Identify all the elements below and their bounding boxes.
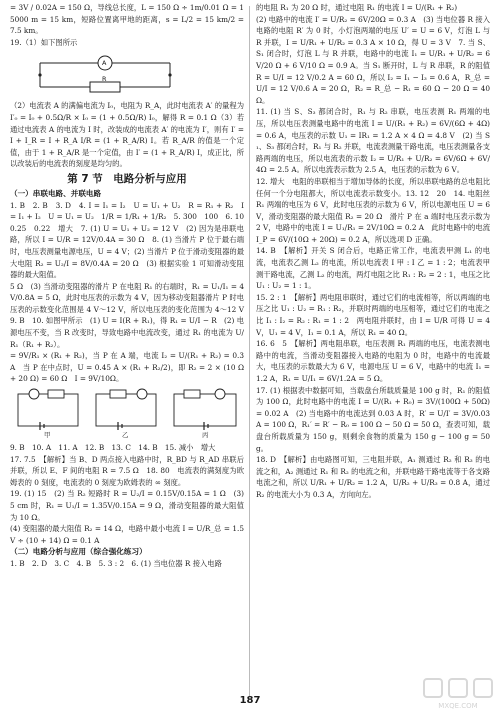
- answer-18-continued: = 3V / 0.02A = 150 Ω，导线总长度，L = 150 Ω ÷ 1m/0.01 Ω = 15000 m = 15 km，短路位置离甲地的距离，s = L/2 = 15 km/2 = 7.5 km。: [10, 3, 244, 36]
- left-column: [10, 2, 252, 570]
- answers-10-continued: = 9V/R₁ × (R₁ + R₂)，当 P 在 A 端，电流 I₂ = U/(R₁ + R₂) = 0.3 A 当 P 在中点时，U = 0.45 A × (R₁ + R₂/2)，即 R₂ = 2 × (10 Ω + 20 Ω) = 60 Ω I = 9V/10Ω。: [10, 351, 244, 384]
- answer-19-heading: 19.（1）如下图所示: [10, 37, 78, 47]
- resistor-label: R: [102, 75, 107, 84]
- answer-18: 18. D 【解析】由电路图可知，三电阻并联，A₁ 测通过 R₂ 和 R₃ 的电流之和，A₂ 测通过 R₁ 和 R₂ 的电流之和，并联电路干路电流等于各支路电流之和，所以 U/R₁ + U/R₂ = 1.2 A，U/R₂ + U/R₃ = 0.8 A，通过 R₂ 的电流大小为 0.3 A，方向向左。: [256, 455, 490, 499]
- circuit-diagrams: [10, 388, 244, 440]
- circuit-label-b: 乙: [122, 431, 129, 440]
- answers-8-10: 5 Ω (3) 当滑动变阻器的滑片 P 在电阻 R₁ 的右端时，R₁ = U₁/I₁ = 4V/0.8A = 5 Ω，此时电压表的示数为 4 V，因为移动变阻器滑片 P 时电压表的示数变化范围是 4 V～12 V，所以电压表的变化范围为 4～12 V 9. B 10. 如图甲所示 (1) U = I(R + R₁)，得 R₁ = U/I − R (2) 电源电压不变，当 R 改变时，导致电路中电流改变，通过 R₁ 的电流为 U/R₁（R₁ + R₂）。: [10, 281, 252, 349]
- section-title: 第 7 节 电路分析与应用: [67, 172, 187, 185]
- circuit-a: [18, 389, 78, 430]
- circuit-c: [174, 389, 236, 430]
- answer-11: 11. (1) 当 S、S₃ 都闭合时，R₁ 与 R₂ 串联，电压表测 R₁ 两端的电压，所以电压表测量电路中的电流 I = U/(R₁ + R₂) = 6V/(6Ω + 4Ω) = 0.6 A，电压表的示数 U₁ = IR₁ = 1.2 A × 4 Ω = 4.8 V (2) 当 S₁、S₃ 都闭合时，R₁ 与 R₂ 并联，电流表测量干路电流，电压表测量各支路两端的电压，所以电流表的示数 I₂ = U/R₁ + U/R₂ = 6V/6Ω + 6V/4Ω = 2.5 A。所以电流表示数为 2.5 A，电压表的示数为 6 V。: [256, 107, 490, 175]
- answer-15: 15. 2 : 1 【解析】两电阻串联时，通过它们的电流相等，所以两端的电压之比 U₁ : U₂ = R₁ : R₂，并联时两端的电压相等，通过它们的电流之比 I₁ : I₂ = R₂ : R₁ = 1 : 2 两电阻并联时，由 I = U/R 可得 U = 4 V，U₁ = 4 V，I₁ = 0.1 A，所以 R₁ = 40 Ω。: [256, 292, 490, 337]
- circuit-label-a: 甲: [44, 431, 51, 440]
- answers-12-13: 12. 增大 电阻的串联相当于增加导体的长度，所以串联电路的总电阻比任何一个分电阻都大，所以电流表示数变小。13. 12 20 14. 电阻丝 R₁ 两端的电压为 6 V，此时电压表的示数为 6 V，所以电源电压 U = 6 V，滑动变阻器的最大阻值 R₂ = 20 Ω 滑片 P 在 a 端时电压表示数为 2 V，电路中的电流 I = U₁/R₁ = 2V/10Ω = 0.2 A 此时电路中的电流 I_P = 6V/(10Ω + 20Ω) = 0.2 A，所以选项 D 正确。: [256, 176, 490, 244]
- answers-17-18: 17. 7.5 【解析】当 B、D 两点接入电路中时，R_BD 与 R_AD 串联后并联，所以 E、F 间的电阻 R = 7.5 Ω 18. 80 电流表的满刻度为欧姆表的 0 刻度，电流表的 0 刻度为欧姆表的 ∞ 刻度。: [10, 454, 244, 487]
- answer-19-part-4: (4) 变阻器的最大阻值 R₂ = 14 Ω，电路中最小电流 I = U/R_总 = 1.5 V ÷ (10 + 14) Ω = 0.1 A: [10, 524, 244, 545]
- answer-14: 14. B 【解析】开关 S 闭合后，电路正常工作，电流表甲测 L₁ 的电流，电流表乙测 L₂ 的电流，所以电流表 I 甲 : I 乙 = 1 : 2；电流表甲测干路电流，乙测 L₂ 的电流，两灯电阻之比 R₁ : R₂ = 2 : 1，电压之比 U₁ : U₂ = 1 : 1。: [256, 246, 490, 291]
- answers-comprehensive-1-6: 1. B 2. D 3. C 4. B 5. 3 : 2 6. (1) 当电位器 R 接入电路: [10, 558, 222, 568]
- answer-17: 17. (1) 根据表中数据可知，当载盘台所载质量是 100 g 时，R₁ 的阻值为 100 Ω，此时电路中的电流 I = U/(R₁ + R₀) = 3V/(100Ω + 50Ω) = 0.02 A (2) 当电路中的电流达到 0.03 A 时，R′ = U/I′ = 3V/0.03A = 100 Ω，R₁′ = R′ − R₀ = 100 Ω − 50 Ω = 50 Ω，查表可知，载盘台所载质量为 150 g，则剩余食物的质量为 150 g − 100 g = 50 g。: [256, 385, 490, 453]
- answers-1-8: 1. B 2. B 3. D 4. I = I₁ = I₂ U = U₁ + U₂ R = R₁ + R₂ I = I₁ + I₂ U = U₁ = U₂ 1/R = 1/R₁ + 1/R₂ 5. 300 100 6. 10 0.25 0.22 增大 7. (1) U = U₁ + U₂ = 12 V (2) 因为是串联电路，所以 I = U/R = 12V/0.4A = 30 Ω 8. (1) 当滑片 P 位于最右端时，电压表测量电源电压，U = 4 V；(2) 当滑片 P 位于滑动变阻器的最大电阻 R₂ = U₂/I = 8V/0.4A = 20 Ω (3) 根据实验 1 可知滑动变阻器的最大阻值。: [10, 200, 252, 280]
- subsection-comprehensive: （二）电路分析与应用（综合强化练习）: [10, 547, 147, 557]
- page-number: 187: [239, 695, 261, 706]
- ammeter-label: A: [102, 59, 107, 68]
- answer-19: 19. (1) 15 (2) 当 R₂ 短路时 R = U₂/I = 0.15V/0.15A = 1 Ω (3) 5 cm 时，R₁ = U₁/I = 1.35V/0.15A = 9 Ω，滑动变阻器的最大阻值为 10 Ω。: [10, 489, 244, 522]
- circuit-b: [96, 389, 156, 430]
- right-column: [256, 2, 490, 501]
- ammeter-circuit-drawing: [30, 51, 180, 97]
- watermark-icon: [420, 676, 496, 702]
- answer-19-solution: （2）电流表 A 的满偏电流为 I₀，电阻为 R_A，此时电流表 A′ 的量程为 I′₀ = I₀ + 0.5Ω/R × I₀ = (1 + 0.5Ω/R) I₀，解得 R = 0.1 Ω（3）若通过电流表 A 的电流为 I 时，改装成的电流表 A′ 的电流为 I′，则有 I′ = I + I_R = I + R_A I/R = (1 + R_A/R) I。若 R_A/R 的值是一个定值，由于 1 + R_A/R 是一个定值，由 I′ = (1 + R_A/R) I，成正比，所以改装后的电流表的刻度是均匀的。: [10, 101, 244, 169]
- answers-6-7: (2) 电路中的电流 I′ = U/R₂ = 6V/20Ω = 0.3 A (3) 当电位器 R 接入电路的电阻 R′ 为 0 时，小灯泡两端的电压 U′ = U = 6 V，灯泡 L 与 R 并联，I = U/R₁ + U/R₂ = 0.3 A × 10 Ω，得 U = 3 V 7. 当 S、S₁ 闭合时，灯泡 L 与 R 并联，电路中的电流 I₁ = U/R₁ + U/R₂ = 6 V/20 Ω + 6 V/10 Ω = 0.9 A。当 S₁ 断开时，L 与 R 串联，R 的阻值 R = U/I = 12 V/0.2 A = 60 Ω，所以 I₂ = I₁ − I₃ = 0.6 A，R_总 = U/I = 12 V/0.6 A = 20 Ω，R₂ = R_总 − R₁ = 60 Ω − 20 Ω = 40 Ω。: [256, 14, 490, 105]
- answer-6-continued: 的电阻 R₁ 为 20 Ω 时，通过电阻 R₁ 的电流 I = U/(R₁ + R₂): [256, 3, 458, 12]
- watermark-logo: [420, 676, 496, 714]
- ammeter-circuit-figure: [30, 51, 180, 97]
- answers-9-16: 9. B 10. A 11. A 12. B 13. C 14. B 15. 减小 增大: [10, 443, 216, 453]
- column-divider: [249, 6, 250, 696]
- subsection-series-parallel: （一）串联电路、并联电路: [10, 188, 102, 198]
- answer-16: 16. 6 5 【解析】两电阻串联，电压表测 R₁ 两端的电压，电流表测电路中的电流，当滑动变阻器接入电路的电阻为 0 时，电路中的电流最大，电压表的示数最大为 6 V，电源电压 U = 6 V，电路中的电流 I₁ = 1.2 A，R₁ = U/I₁ = 6V/1.2A = 5 Ω。: [256, 339, 490, 383]
- watermark-text: MXQE.COM: [438, 702, 478, 710]
- circuit-label-c: 丙: [202, 431, 209, 440]
